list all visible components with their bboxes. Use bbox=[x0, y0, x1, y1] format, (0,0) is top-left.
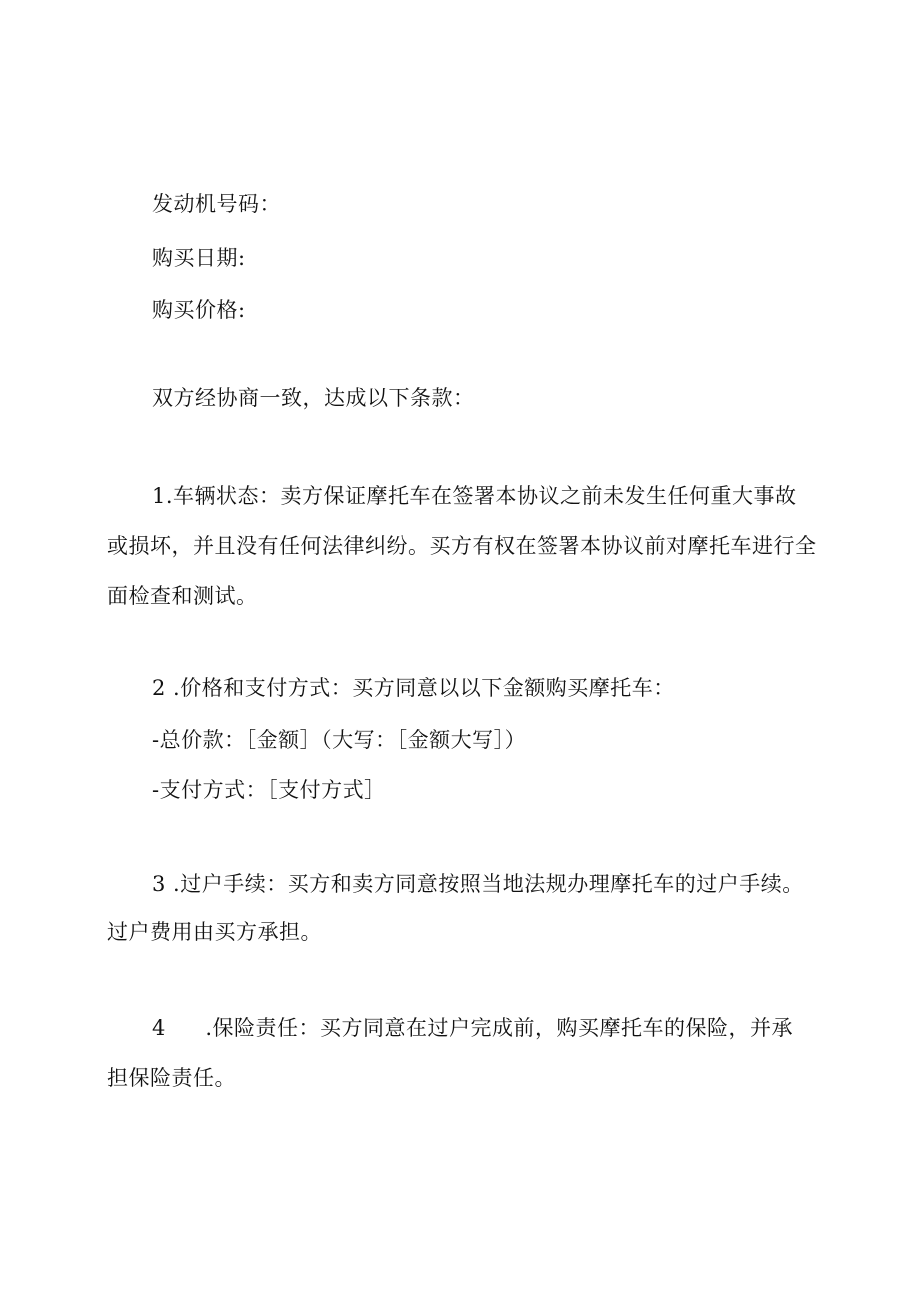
clause-1-line-1: 1.车辆状态：卖方保证摩托车在签署本协议之前未发生任何重大事故 bbox=[152, 484, 797, 508]
clause-4-number: 4 bbox=[152, 1016, 166, 1040]
clause-4-text: .保险责任：买方同意在过户完成前，购买摩托车的保险，并承 bbox=[205, 1016, 794, 1040]
clause-2-payment-method: -支付方式：［支付方式］ bbox=[152, 778, 386, 802]
purchase-price-label: 购买价格: bbox=[152, 298, 246, 322]
clause-1-line-3: 面检查和测试。 bbox=[107, 584, 258, 608]
clause-4-line-2: 担保险责任。 bbox=[107, 1066, 236, 1090]
clause-2-line-1: 2 .价格和支付方式：买方同意以以下金额购买摩托车： bbox=[152, 676, 675, 700]
purchase-date-label: 购买日期: bbox=[152, 246, 246, 270]
clause-3-line-1: 3 .过户手续：买方和卖方同意按照当地法规办理摩托车的过户手续。 bbox=[152, 872, 804, 896]
engine-number-label: 发动机号码： bbox=[152, 192, 281, 216]
intro-paragraph: 双方经协商一致，达成以下条款： bbox=[152, 386, 475, 410]
clause-3-line-2: 过户费用由买方承担。 bbox=[107, 920, 322, 944]
clause-2-total-price: -总价款：［金额］（大写：［金额大写］） bbox=[152, 728, 527, 752]
clause-4-line-1 bbox=[152, 1014, 793, 1042]
clause-1-line-2: 或损坏，并且没有任何法律纠纷。买方有权在签署本协议前对摩托车进行全 bbox=[107, 534, 817, 558]
